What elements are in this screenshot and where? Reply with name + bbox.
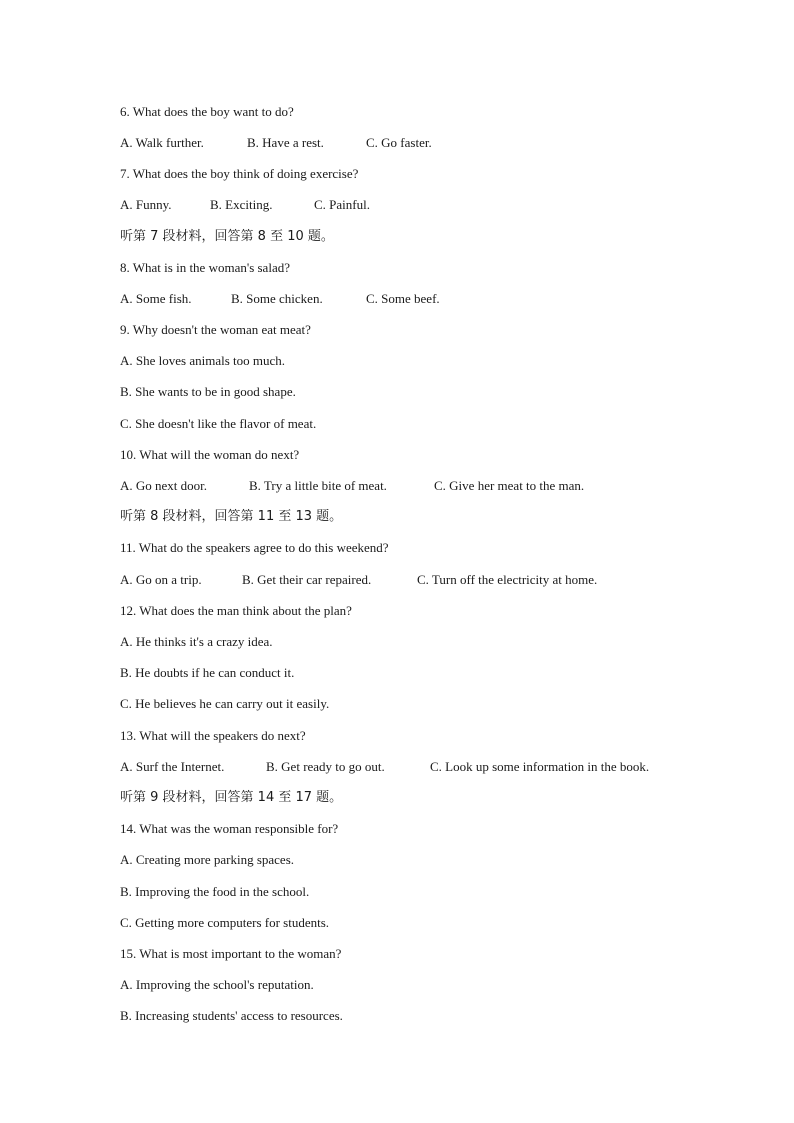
option-6c: C. Go faster. xyxy=(366,135,432,150)
option-8b: B. Some chicken. xyxy=(231,291,323,306)
section-7-heading: 听第 7 段材料，回答第 8 至 10 题。 xyxy=(120,229,334,244)
option-7b: B. Exciting. xyxy=(210,197,273,212)
option-8a: A. Some fish. xyxy=(120,291,192,306)
option-12c: C. He believes he can carry out it easily. xyxy=(120,696,330,711)
option-12a: A. He thinks it's a crazy idea. xyxy=(120,634,273,649)
question-15: 15. What is most important to the woman? xyxy=(120,946,342,961)
option-11c: C. Turn off the electricity at home. xyxy=(417,572,598,587)
question-12: 12. What does the man think about the plan? xyxy=(120,603,352,618)
option-7c: C. Painful. xyxy=(314,197,370,212)
option-9b: B. She wants to be in good shape. xyxy=(120,384,296,399)
question-10: 10. What will the woman do next? xyxy=(120,447,300,462)
option-9c: C. She doesn't like the flavor of meat. xyxy=(120,416,317,431)
option-14b: B. Improving the food in the school. xyxy=(120,884,310,899)
option-6b: B. Have a rest. xyxy=(247,135,324,150)
question-9: 9. Why doesn't the woman eat meat? xyxy=(120,322,311,337)
option-9a: A. She loves animals too much. xyxy=(120,353,286,368)
option-12b: B. He doubts if he can conduct it. xyxy=(120,665,295,680)
section-9-heading: 听第 9 段材料，回答第 14 至 17 题。 xyxy=(120,790,343,805)
question-11: 11. What do the speakers agree to do this weekend? xyxy=(120,540,389,555)
question-8: 8. What is in the woman's salad? xyxy=(120,260,290,275)
option-6a: A. Walk further. xyxy=(120,135,204,150)
option-7a: A. Funny. xyxy=(120,197,172,212)
option-14a: A. Creating more parking spaces. xyxy=(120,852,295,867)
option-15b: B. Increasing students' access to resources. xyxy=(120,1008,343,1023)
option-10a: A. Go next door. xyxy=(120,478,208,493)
question-14: 14. What was the woman responsible for? xyxy=(120,821,339,836)
option-10b: B. Try a little bite of meat. xyxy=(249,478,387,493)
option-11a: A. Go on a trip. xyxy=(120,572,202,587)
section-8-heading: 听第 8 段材料，回答第 11 至 13 题。 xyxy=(120,509,343,524)
question-13: 13. What will the speakers do next? xyxy=(120,728,306,743)
option-10c: C. Give her meat to the man. xyxy=(434,478,585,493)
option-11b: B. Get their car repaired. xyxy=(242,572,372,587)
question-7: 7. What does the boy think of doing exercise? xyxy=(120,166,359,181)
option-13b: B. Get ready to go out. xyxy=(266,759,385,774)
option-8c: C. Some beef. xyxy=(366,291,440,306)
question-6: 6. What does the boy want to do? xyxy=(120,104,294,119)
option-14c: C. Getting more computers for students. xyxy=(120,915,330,930)
option-13a: A. Surf the Internet. xyxy=(120,759,225,774)
option-13c: C. Look up some information in the book. xyxy=(430,759,650,774)
option-15a: A. Improving the school's reputation. xyxy=(120,977,314,992)
